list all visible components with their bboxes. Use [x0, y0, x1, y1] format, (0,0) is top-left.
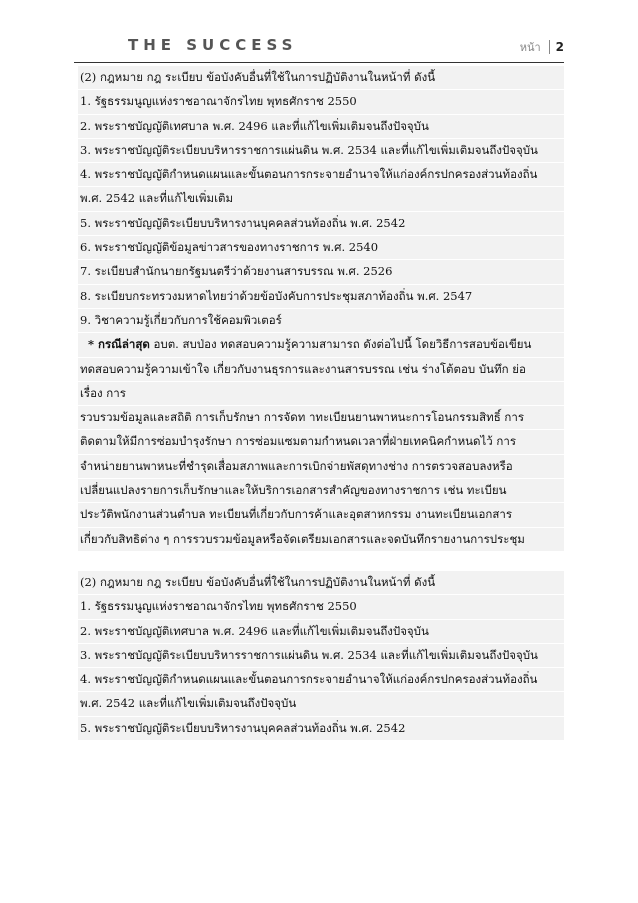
- page-header: [74, 36, 564, 58]
- paragraph-line: ทดสอบความรู้ความเข้าใจ เกี่ยวกับงานธุรการและงานสารบรรณ เช่น ร่างโต้ตอบ บันทึก ย่อ: [78, 358, 564, 382]
- list-item: 4. พระราชบัญญัติกำหนดแผนและขั้นตอนการกระจายอำนาจให้แก่องค์กรปกครองส่วนท้องถิ่น: [78, 163, 564, 187]
- paragraph-line: ประวัติพนักงานส่วนตำบล ทะเบียนที่เกี่ยวกับการค้าและอุตสาหกรรม งานทะเบียนเอกสาร: [78, 503, 564, 527]
- spacer: [78, 552, 564, 571]
- section-title: (2) กฎหมาย กฎ ระเบียบ ข้อบังคับอื่นที่ใช้ในการปฏิบัติงานในหน้าที่ ดังนี้: [78, 66, 564, 90]
- header-brand: THE SUCCESS: [128, 36, 298, 54]
- page-indicator: [520, 38, 564, 56]
- paragraph-line: ติดตามให้มีการซ่อมบำรุงรักษา การซ่อมแซมตามกำหนดเวลาที่ฝ่ายเทคนิคกำหนดไว้ การ: [78, 430, 564, 454]
- header-rule: [74, 62, 564, 63]
- list-item: 8. ระเบียบกระทรวงมหาดไทยว่าด้วยข้อบังคับการประชุมสภาท้องถิ่น พ.ศ. 2547: [78, 285, 564, 309]
- list-item: 7. ระเบียบสำนักนายกรัฐมนตรีว่าด้วยงานสารบรรณ พ.ศ. 2526: [78, 260, 564, 284]
- list-item: 6. พระราชบัญญัติข้อมูลข่าวสารของทางราชการ พ.ศ. 2540: [78, 236, 564, 260]
- paragraph-line: รวบรวมข้อมูลและสถิติ การเก็บรักษา การจัดท าทะเบียนยานพาหนะการโอนกรรมสิทธิ์ การ: [78, 406, 564, 430]
- note-text: อบต. สบป่อง ทดสอบความรู้ความสามารถ ดังต่อไปนี้ โดยวิธีการสอบข้อเขียน: [149, 337, 532, 352]
- list-item: 2. พระราชบัญญัติเทศบาล พ.ศ. 2496 และที่แก้ไขเพิ่มเติมจนถึงปัจจุบัน: [78, 115, 564, 139]
- note-line: [78, 333, 564, 357]
- list-item: 5. พระราชบัญญัติระเบียบบริหารงานบุคคลส่วนท้องถิ่น พ.ศ. 2542: [78, 212, 564, 236]
- section-title: (2) กฎหมาย กฎ ระเบียบ ข้อบังคับอื่นที่ใช้ในการปฏิบัติงานในหน้าที่ ดังนี้: [78, 571, 564, 595]
- paragraph-line: เรื่อง การ: [78, 382, 564, 406]
- list-item: พ.ศ. 2542 และที่แก้ไขเพิ่มเติม: [78, 187, 564, 211]
- list-item: 9. วิชาความรู้เกี่ยวกับการใช้คอมพิวเตอร์: [78, 309, 564, 333]
- list-item: พ.ศ. 2542 และที่แก้ไขเพิ่มเติมจนถึงปัจจุบัน: [78, 692, 564, 716]
- page-label: หน้า: [519, 41, 541, 54]
- list-item: 4. พระราชบัญญัติกำหนดแผนและขั้นตอนการกระจายอำนาจให้แก่องค์กรปกครองส่วนท้องถิ่น: [78, 668, 564, 692]
- list-item: 2. พระราชบัญญัติเทศบาล พ.ศ. 2496 และที่แก้ไขเพิ่มเติมจนถึงปัจจุบัน: [78, 620, 564, 644]
- list-item: 1. รัฐธรรมนูญแห่งราชอาณาจักรไทย พุทธศักราช 2550: [78, 595, 564, 619]
- list-item: 5. พระราชบัญญัติระเบียบบริหารงานบุคคลส่วนท้องถิ่น พ.ศ. 2542: [78, 717, 564, 741]
- page-number: 2: [549, 40, 564, 54]
- note-bold: * กรณีล่าสุด: [88, 337, 150, 352]
- document-body: [78, 66, 564, 741]
- list-item: 3. พระราชบัญญัติระเบียบบริหารราชการแผ่นดิน พ.ศ. 2534 และที่แก้ไขเพิ่มเติมจนถึงปัจจุบัน: [78, 644, 564, 668]
- list-item: 3. พระราชบัญญัติระเบียบบริหารราชการแผ่นดิน พ.ศ. 2534 และที่แก้ไขเพิ่มเติมจนถึงปัจจุบัน: [78, 139, 564, 163]
- paragraph-line: เปลี่ยนแปลงรายการเก็บรักษาและให้บริการเอกสารสำคัญของทางราชการ เช่น ทะเบียน: [78, 479, 564, 503]
- list-item: 1. รัฐธรรมนูญแห่งราชอาณาจักรไทย พุทธศักราช 2550: [78, 90, 564, 114]
- paragraph-line: เกี่ยวกับสิทธิต่าง ๆ การรวบรวมข้อมูลหรือจัดเตรียมเอกสารและจดบันทึกรายงานการประชุม: [78, 528, 564, 552]
- paragraph-line: จำหน่ายยานพาหนะที่ชำรุดเสื่อมสภาพและการเบิกจ่ายพัสดุทางช่าง การตรวจสอบลงหรือ: [78, 455, 564, 479]
